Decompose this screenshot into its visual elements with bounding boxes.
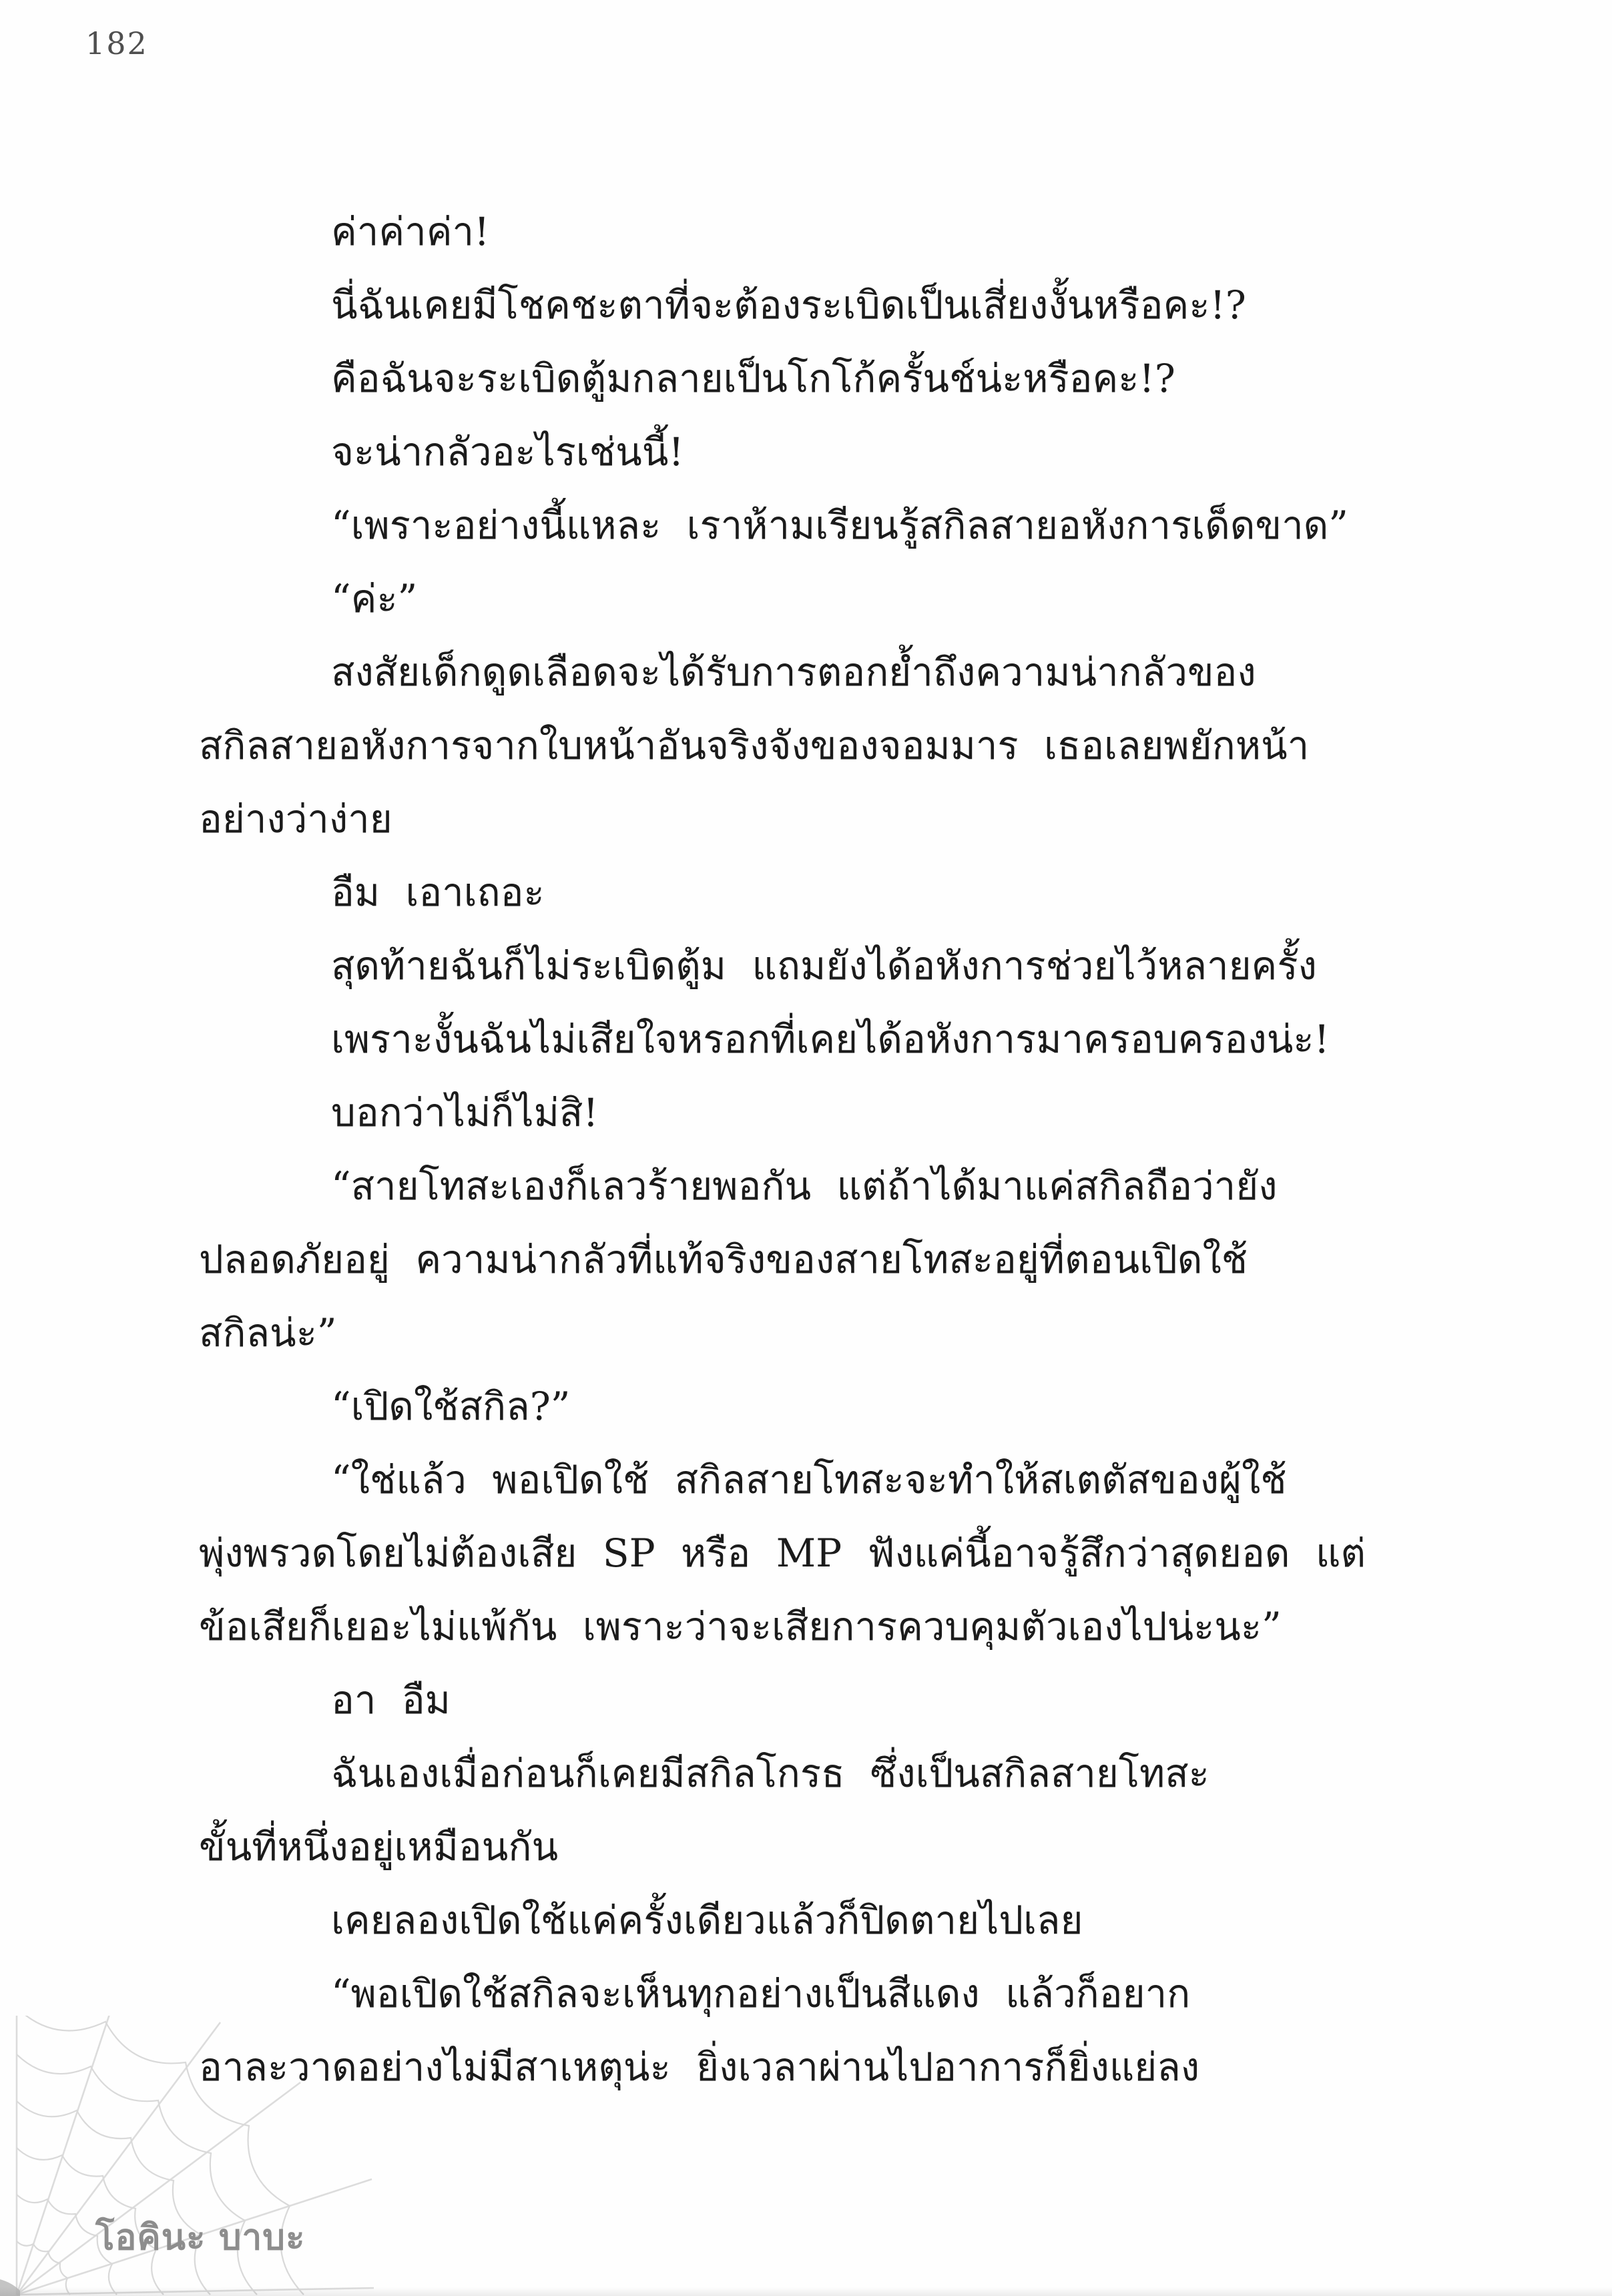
text-line: “ใช่แล้ว พอเปิดใช้ สกิลสายโทสะจะทำให้สเตตัสของผู้ใช้ — [331, 1457, 1287, 1502]
text-line: อย่างว่าง่าย — [199, 796, 392, 842]
text-line: เพราะงั้นฉันไม่เสียใจหรอกที่เคยได้อหังการมาครอบครองน่ะ! — [331, 1017, 1330, 1062]
text-line: อา อืม — [331, 1677, 451, 1723]
text-line: สกิลน่ะ” — [199, 1310, 337, 1356]
text-line: นี่ฉันเคยมีโชคชะตาที่จะต้องระเบิดเป็นเสี่ยงงั้นหรือคะ!? — [331, 282, 1246, 328]
page-number: 182 — [85, 25, 148, 61]
text-line: เคยลองเปิดใช้แค่ครั้งเดียวแล้วก็ปิดตายไปเลย — [331, 1898, 1083, 1943]
text-line: ขั้นที่หนึ่งอยู่เหมือนกัน — [199, 1824, 559, 1870]
text-line: “เปิดใช้สกิล?” — [331, 1384, 571, 1429]
text-line: บอกว่าไม่ก็ไม่สิ! — [331, 1090, 599, 1135]
text-line: อืม เอาเถอะ — [331, 870, 545, 915]
text-line: ข้อเสียก็เยอะไม่แพ้กัน เพราะว่าจะเสียการควบคุมตัวเองไปน่ะนะ” — [199, 1604, 1282, 1649]
text-line: สกิลสายอหังการจากใบหน้าอันจริงจังของจอมมาร เธอเลยพยักหน้า — [199, 723, 1310, 768]
text-line: ปลอดภัยอยู่ ความน่ากลัวที่แท้จริงของสายโทสะอยู่ที่ตอนเปิดใช้ — [199, 1237, 1248, 1282]
text-line: สงสัยเด็กดูดเลือดจะได้รับการตอกย้ำถึงความน่ากลัวของ — [331, 649, 1256, 695]
page-bottom-edge — [0, 2287, 1612, 2296]
text-line: “สายโทสะเองก็เลวร้ายพอกัน แต่ถ้าได้มาแค่สกิลถือว่ายัง — [331, 1163, 1278, 1209]
author-watermark: โอคินะ บาบะ — [95, 2217, 306, 2258]
text-line: ฉันเองเมื่อก่อนก็เคยมีสกิลโกรธ ซึ่งเป็นสกิลสายโทสะ — [331, 1751, 1210, 1796]
text-line: จะน่ากลัวอะไรเช่นนี้! — [331, 429, 684, 475]
text-line: ค่าค่าค่า! — [331, 209, 490, 254]
text-line: คือฉันจะระเบิดตู้มกลายเป็นโกโก้ครั้นช์น่ะหรือคะ!? — [331, 356, 1175, 401]
text-line: พุ่งพรวดโดยไม่ต้องเสีย SP หรือ MP ฟังแค่นี้อาจรู้สึกว่าสุดยอด แต่ — [199, 1530, 1366, 1576]
text-line: “พอเปิดใช้สกิลจะเห็นทุกอย่างเป็นสีแดง แล้วก็อยาก — [331, 1971, 1191, 2016]
text-line: “ค่ะ” — [331, 576, 418, 621]
body-text — [199, 195, 1531, 2104]
text-line: สุดท้ายฉันก็ไม่ระเบิดตู้ม แถมยังได้อหังการช่วยไว้หลายครั้ง — [331, 943, 1317, 988]
text-line: “เพราะอย่างนี้แหละ เราห้ามเรียนรู้สกิลสายอหังการเด็ดขาด” — [331, 503, 1348, 548]
text-line: อาละวาดอย่างไม่มีสาเหตุน่ะ ยิ่งเวลาผ่านไปอาการก็ยิ่งแย่ลง — [199, 2044, 1200, 2090]
